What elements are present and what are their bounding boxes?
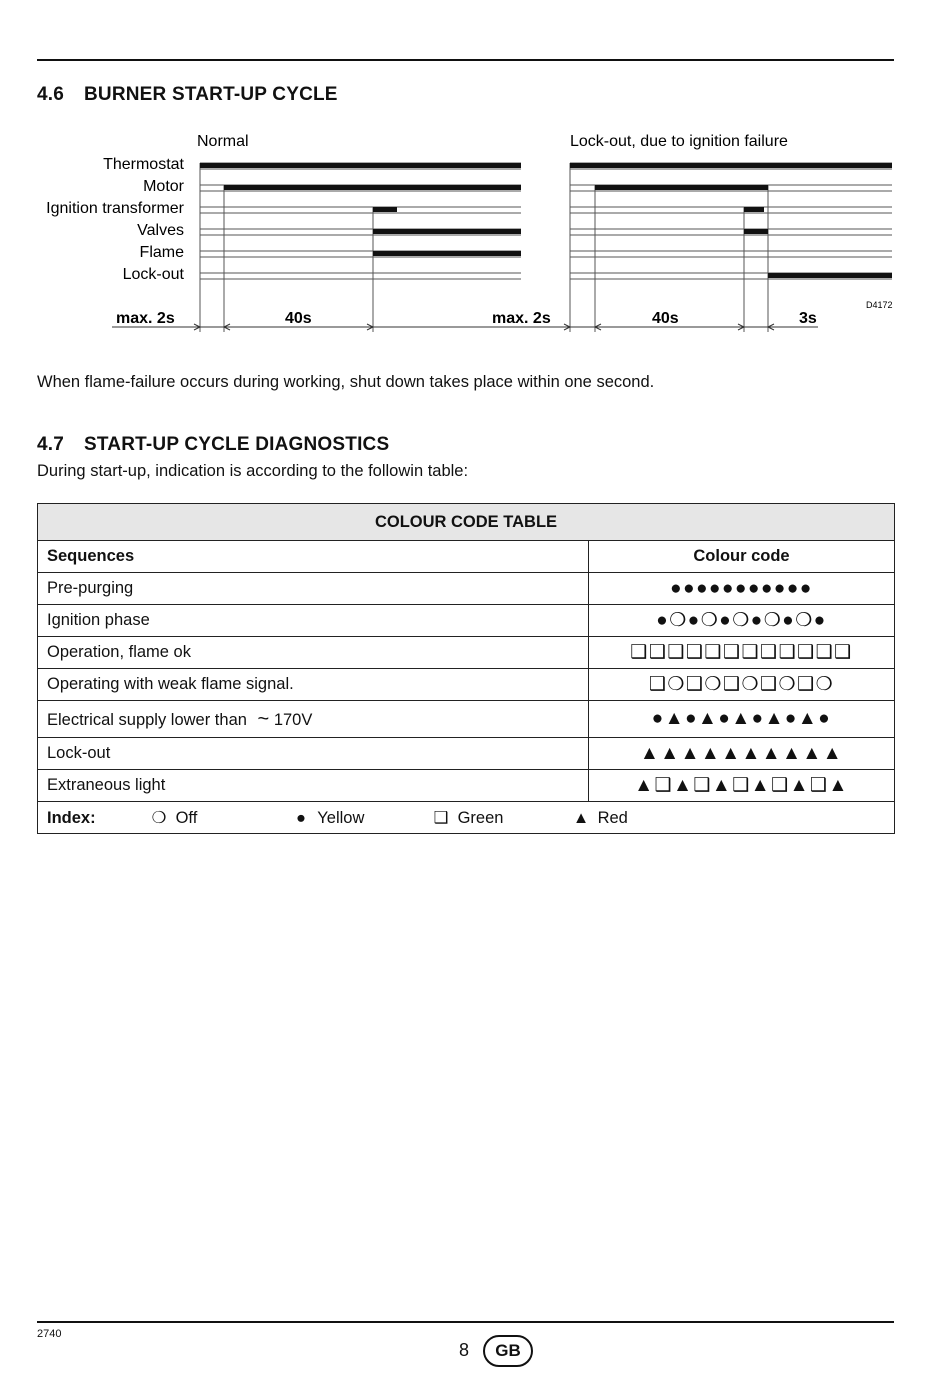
normal-cycle-active-bars — [200, 163, 521, 256]
index-green-label: Green — [457, 808, 504, 827]
table-row — [38, 770, 895, 802]
section-heading-4-6 — [37, 84, 338, 106]
section-title: START-UP CYCLE DIAGNOSTICS — [84, 434, 390, 455]
table-row — [38, 669, 895, 701]
sequence-cell: Ignition phase — [38, 605, 589, 637]
section-number: 4.6 — [37, 84, 65, 105]
time-lockout-3s: 3s — [799, 310, 817, 327]
section-heading-4-7 — [37, 434, 389, 456]
index-item-yellow — [289, 809, 429, 828]
header-sequences: Sequences — [38, 541, 589, 573]
sequence-cell: Operating with weak flame signal. — [38, 669, 589, 701]
diagram-code: D4172 — [866, 300, 893, 310]
section-intro: During start-up, indication is according to the followin table: — [37, 462, 469, 480]
table-row — [38, 701, 895, 738]
lockout-cycle-active-bars — [570, 163, 892, 278]
flame-failure-note: When flame-failure occurs during working, shut down takes place within one second. — [37, 373, 655, 391]
header-colour-code: Colour code — [589, 541, 895, 573]
colour-code-cell: ❑❍❑❍❑❍❑❍❑❍ — [589, 669, 895, 701]
top-rule — [37, 59, 894, 61]
signal-valves: Valves — [137, 222, 184, 239]
colour-code-cell: ▲▲▲▲▲▲▲▲▲▲ — [589, 738, 895, 770]
signal-flame: Flame — [139, 244, 184, 261]
supply-voltage: 170V — [273, 710, 313, 729]
colour-code-table — [37, 503, 895, 834]
table-row — [38, 738, 895, 770]
ac-supply-symbol: ~ — [257, 707, 270, 730]
signal-motor: Motor — [143, 178, 184, 195]
index-off-label: Off — [175, 808, 198, 827]
sequence-text: Electrical supply lower than — [47, 710, 247, 729]
index-yellow-label: Yellow — [317, 808, 365, 827]
index-item-red — [569, 809, 628, 828]
table-row — [38, 573, 895, 605]
time-axis — [112, 324, 818, 330]
colour-code-cell: ●●●●●●●●●●● — [589, 573, 895, 605]
red-symbol-icon: ▲ — [572, 808, 590, 827]
table-header-row — [38, 541, 895, 573]
time-lockout-max-2s: max. 2s — [492, 310, 551, 327]
colour-code-cell: ●▲●▲●▲●▲●▲● — [589, 701, 895, 738]
colour-code-cell: ▲❑▲❑▲❑▲❑▲❑▲ — [589, 770, 895, 802]
table-row — [38, 637, 895, 669]
index-row — [38, 802, 895, 834]
section-number: 4.7 — [37, 434, 65, 455]
time-lockout-40s: 40s — [652, 310, 679, 327]
language-badge: GB — [483, 1335, 533, 1367]
time-normal-max-2s: max. 2s — [116, 310, 175, 327]
index-cell — [38, 802, 895, 834]
off-symbol-icon: ❍ — [151, 808, 167, 827]
index-item-off — [147, 808, 289, 828]
sequence-cell — [38, 701, 589, 738]
label-normal: Normal — [197, 133, 249, 150]
document-code: 2740 — [37, 1328, 62, 1340]
signal-lockout: Lock-out — [122, 266, 184, 283]
colour-code-cell: ●❍●❍●❍●❍●❍● — [589, 605, 895, 637]
sequence-cell: Pre-purging — [38, 573, 589, 605]
sequence-cell: Operation, flame ok — [38, 637, 589, 669]
sequence-cell: Extraneous light — [38, 770, 589, 802]
colour-code-cell: ❑❑❑❑❑❑❑❑❑❑❑❑ — [589, 637, 895, 669]
time-normal-40s: 40s — [285, 310, 312, 327]
index-red-label: Red — [597, 808, 628, 827]
table-title: COLOUR CODE TABLE — [38, 504, 895, 541]
yellow-symbol-icon: ● — [296, 808, 306, 827]
signal-ignition-transformer: Ignition transformer — [46, 200, 184, 217]
section-title: BURNER START-UP CYCLE — [84, 84, 338, 105]
green-symbol-icon: ❑ — [433, 808, 449, 827]
signal-thermostat: Thermostat — [103, 156, 184, 173]
label-lockout-ignition-failure: Lock-out, due to ignition failure — [570, 133, 788, 150]
sequence-cell: Lock-out — [38, 738, 589, 770]
index-item-green — [429, 808, 569, 828]
index-label: Index: — [47, 808, 96, 827]
table-title-row — [38, 504, 895, 541]
startup-timing-diagram — [0, 120, 950, 340]
page-number: 8 — [459, 1340, 470, 1360]
bottom-rule — [37, 1321, 894, 1323]
table-row — [38, 605, 895, 637]
